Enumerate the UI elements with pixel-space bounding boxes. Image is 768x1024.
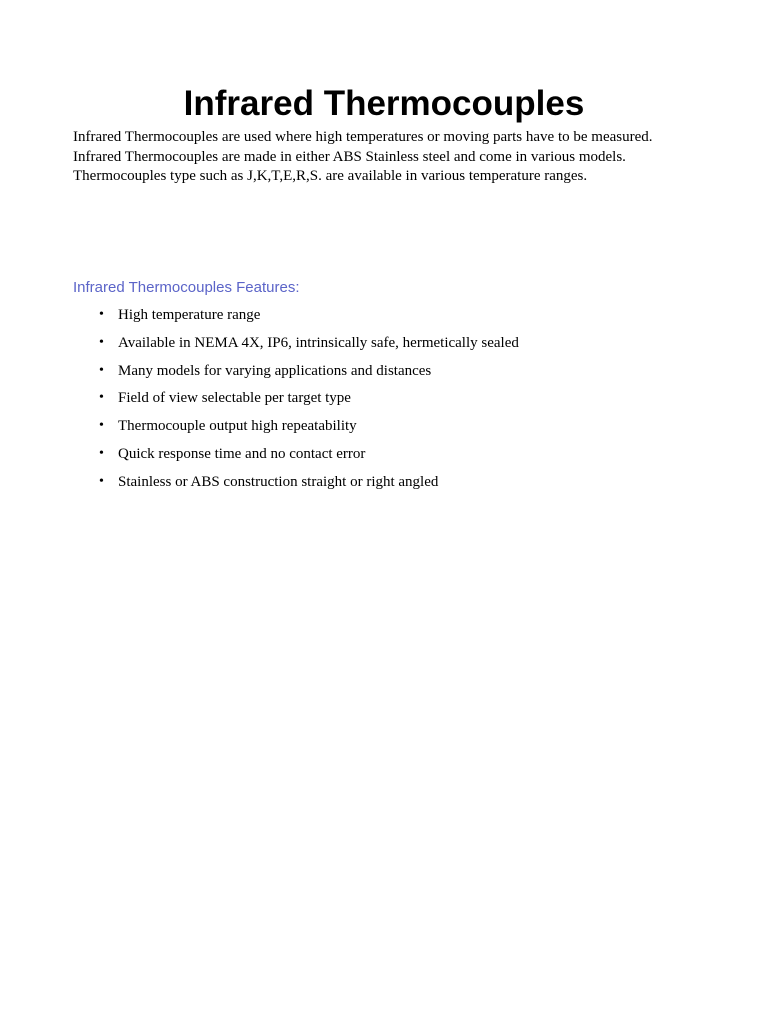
list-item-text: Thermocouple output high repeatability: [118, 418, 357, 435]
list-item: [73, 333, 519, 361]
bullet-icon: •: [99, 334, 104, 350]
list-item: [73, 416, 519, 444]
intro-line: Thermocouples type such as J,K,T,E,R,S. are available in various temperature ranges.: [73, 168, 588, 185]
list-item: [73, 361, 519, 389]
bullet-icon: •: [99, 473, 104, 489]
intro-line: Infrared Thermocouples are used where high temperatures or moving parts have to be measured.: [73, 129, 653, 145]
features-heading: Infrared Thermocouples Features:: [73, 279, 300, 296]
bullet-icon: •: [99, 307, 104, 322]
list-item-text: Quick response time and no contact error: [118, 445, 366, 462]
list-item-text: Many models for varying applications and distances: [118, 362, 432, 379]
list-item-text: Available in NEMA 4X, IP6, intrinsically safe, hermetically sealed: [118, 334, 519, 351]
list-item-text: High temperature range: [118, 307, 261, 323]
page-title: Infrared Thermocouples: [183, 84, 585, 123]
list-item-text: Field of view selectable per target type: [118, 390, 351, 407]
list-item: [73, 388, 519, 416]
features-list: [73, 305, 519, 500]
intro-paragraph: [73, 128, 713, 187]
bullet-icon: •: [99, 445, 104, 461]
list-item: [73, 472, 519, 500]
list-item-text: Stainless or ABS construction straight or right angled: [118, 473, 439, 490]
list-item: [73, 444, 519, 472]
list-item: [73, 305, 519, 333]
bullet-icon: •: [99, 390, 104, 406]
bullet-icon: •: [99, 362, 104, 378]
bullet-icon: •: [99, 418, 104, 434]
intro-line: Infrared Thermocouples are made in either ABS Stainless steel and come in various models.: [73, 148, 626, 165]
